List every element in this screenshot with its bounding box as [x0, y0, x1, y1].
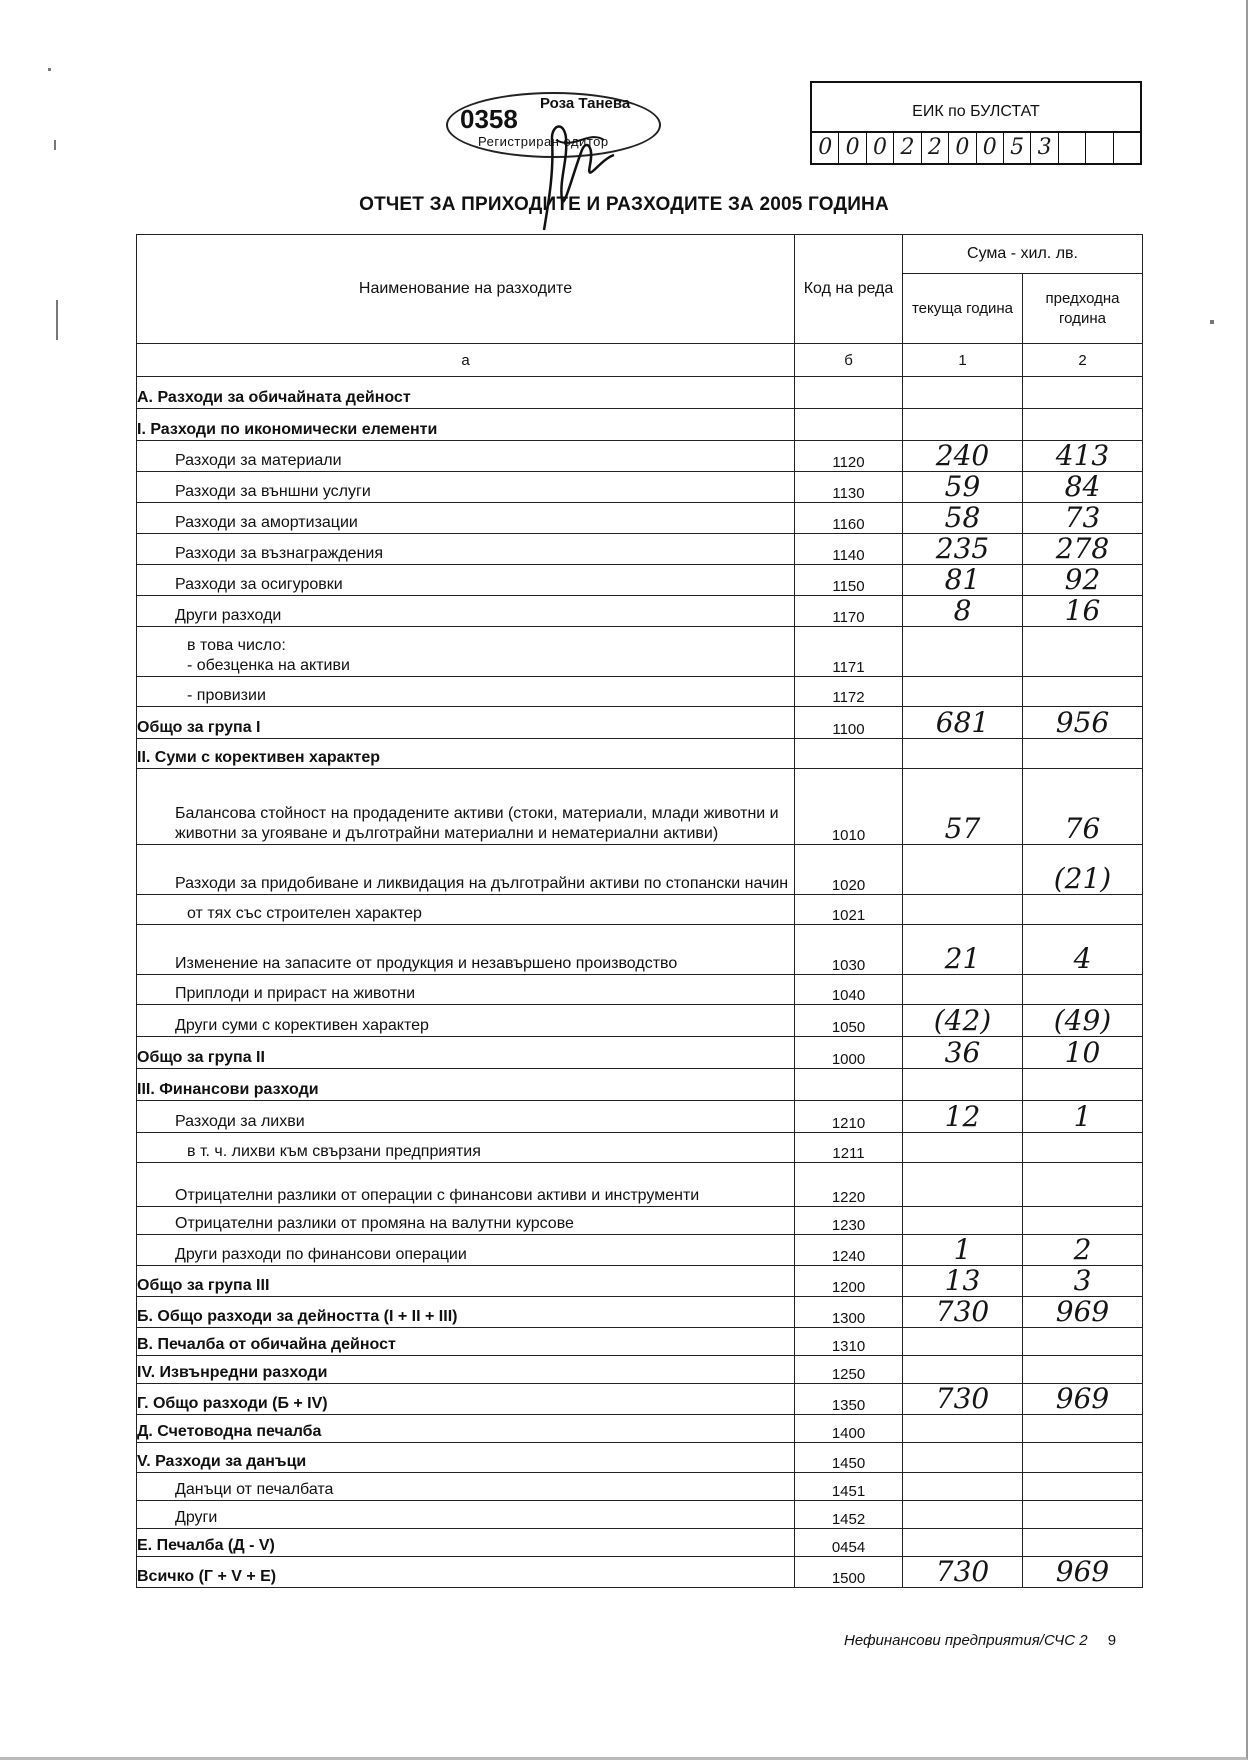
row-previous-value: 956 — [1023, 707, 1143, 739]
table-row — [137, 895, 1143, 925]
row-code: 1250 — [795, 1356, 903, 1384]
row-current-value — [903, 739, 1023, 769]
table-row — [137, 565, 1143, 596]
stamp-number: 0358 — [460, 104, 518, 134]
footer — [844, 1632, 1116, 1649]
row-code: 1040 — [795, 975, 903, 1005]
row-current-value: 58 — [903, 503, 1023, 534]
row-code: 1240 — [795, 1235, 903, 1266]
row-code: 1210 — [795, 1101, 903, 1133]
row-code: 1130 — [795, 472, 903, 503]
row-previous-value: 3 — [1023, 1266, 1143, 1297]
row-previous-value — [1023, 1069, 1143, 1101]
table-body — [137, 377, 1143, 1588]
header-name: Наименование на разходите — [137, 235, 795, 344]
eik-digit: 3 — [1031, 133, 1058, 163]
row-current-value: 21 — [903, 925, 1023, 975]
row-current-value — [903, 1133, 1023, 1163]
row-code: 1350 — [795, 1384, 903, 1415]
expenses-table — [136, 234, 1143, 1588]
row-name: Данъци от печалбата — [137, 1473, 795, 1501]
eik-digit: 2 — [922, 133, 949, 163]
row-previous-value — [1023, 1473, 1143, 1501]
row-name: Общо за група I — [137, 707, 795, 739]
eik-digit: 0 — [812, 133, 839, 163]
table-row — [137, 1069, 1143, 1101]
row-previous-value: 92 — [1023, 565, 1143, 596]
row-name: Б. Общо разходи за дейността (I + II + III) — [137, 1297, 795, 1328]
row-current-value: (42) — [903, 1005, 1023, 1037]
row-name: Други разходи по финансови операции — [137, 1235, 795, 1266]
row-code: 1211 — [795, 1133, 903, 1163]
row-code — [795, 409, 903, 441]
row-current-value: 240 — [903, 441, 1023, 472]
table-row — [137, 534, 1143, 565]
table-row — [137, 1356, 1143, 1384]
header-previous: предходна година — [1023, 274, 1143, 344]
row-current-value — [903, 377, 1023, 409]
row-code: 1450 — [795, 1443, 903, 1473]
table-row — [137, 707, 1143, 739]
row-code: 1452 — [795, 1501, 903, 1529]
row-previous-value: 73 — [1023, 503, 1143, 534]
row-current-value — [903, 1501, 1023, 1529]
table-row — [137, 1266, 1143, 1297]
row-current-value — [903, 1207, 1023, 1235]
row-previous-value — [1023, 1207, 1143, 1235]
row-current-value — [903, 1163, 1023, 1207]
row-code: 1451 — [795, 1473, 903, 1501]
row-previous-value: 16 — [1023, 596, 1143, 627]
header-code: Код на реда — [795, 235, 903, 344]
row-name: Общо за група III — [137, 1266, 795, 1297]
report-title: ОТЧЕТ ЗА ПРИХОДИТЕ И РАЗХОДИТЕ ЗА 2005 ГОДИНА — [359, 194, 889, 215]
page-number: 9 — [1107, 1632, 1117, 1649]
row-code: 1171 — [795, 627, 903, 677]
row-name: Други — [137, 1501, 795, 1529]
row-name: IV. Извънредни разходи — [137, 1356, 795, 1384]
row-code: 1021 — [795, 895, 903, 925]
row-current-value: 8 — [903, 596, 1023, 627]
row-previous-value: 969 — [1023, 1557, 1143, 1588]
row-previous-value — [1023, 377, 1143, 409]
table-row — [137, 1557, 1143, 1588]
row-code: 1000 — [795, 1037, 903, 1069]
row-name: Е. Печалба (Д - V) — [137, 1529, 795, 1557]
row-previous-value: 2 — [1023, 1235, 1143, 1266]
row-name: III. Финансови разходи — [137, 1069, 795, 1101]
row-previous-value: (49) — [1023, 1005, 1143, 1037]
row-code: 1500 — [795, 1557, 903, 1588]
row-current-value: 730 — [903, 1297, 1023, 1328]
row-current-value: 12 — [903, 1101, 1023, 1133]
row-code: 1050 — [795, 1005, 903, 1037]
row-previous-value: 969 — [1023, 1297, 1143, 1328]
table-row — [137, 1473, 1143, 1501]
row-code: 1120 — [795, 441, 903, 472]
table-row — [137, 1328, 1143, 1356]
row-current-value — [903, 627, 1023, 677]
row-current-value — [903, 1356, 1023, 1384]
row-previous-value — [1023, 1328, 1143, 1356]
row-name: Разходи за осигуровки — [137, 565, 795, 596]
row-previous-value — [1023, 409, 1143, 441]
table-row — [137, 596, 1143, 627]
eik-digit — [1086, 133, 1113, 163]
row-name: Разходи за лихви — [137, 1101, 795, 1133]
row-previous-value — [1023, 677, 1143, 707]
row-name: Балансова стойност на продадените активи (стоки, материали, млади животни и животни за угояване и дълготрайни материални и нематериални активи) — [137, 769, 795, 845]
table-row — [137, 769, 1143, 845]
row-name: Разходи за външни услуги — [137, 472, 795, 503]
table-row — [137, 1529, 1143, 1557]
table-row — [137, 1005, 1143, 1037]
row-current-value: 730 — [903, 1384, 1023, 1415]
row-name: Разходи за амортизации — [137, 503, 795, 534]
eik-digit: 0 — [949, 133, 976, 163]
row-current-value — [903, 1443, 1023, 1473]
row-name: V. Разходи за данъци — [137, 1443, 795, 1473]
row-name: Разходи за придобиване и ликвидация на дълготрайни активи по стопански начин — [137, 845, 795, 895]
row-code — [795, 377, 903, 409]
row-code: 1300 — [795, 1297, 903, 1328]
table-row — [137, 441, 1143, 472]
scan-speck — [56, 300, 58, 340]
table-row — [137, 1207, 1143, 1235]
row-previous-value: 10 — [1023, 1037, 1143, 1069]
row-previous-value — [1023, 975, 1143, 1005]
row-name: I. Разходи по икономически елементи — [137, 409, 795, 441]
stamp-name: Роза Танева — [540, 95, 631, 112]
row-previous-value: (21) — [1023, 845, 1143, 895]
eik-digit — [1114, 133, 1140, 163]
row-previous-value — [1023, 1133, 1143, 1163]
row-name: Всичко (Г + V + Е) — [137, 1557, 795, 1588]
row-code: 1170 — [795, 596, 903, 627]
table-row — [137, 1101, 1143, 1133]
row-current-value — [903, 409, 1023, 441]
row-code: 1172 — [795, 677, 903, 707]
row-current-value: 59 — [903, 472, 1023, 503]
row-current-value: 1 — [903, 1235, 1023, 1266]
row-previous-value — [1023, 1443, 1143, 1473]
eik-digit: 2 — [894, 133, 921, 163]
row-name: Изменение на запасите от продукция и незавършено производство — [137, 925, 795, 975]
table-row — [137, 627, 1143, 677]
row-previous-value: 969 — [1023, 1384, 1143, 1415]
table-row — [137, 1384, 1143, 1415]
row-current-value — [903, 1069, 1023, 1101]
row-name: в това число: - обезценка на активи — [137, 627, 795, 677]
row-previous-value — [1023, 627, 1143, 677]
row-current-value: 57 — [903, 769, 1023, 845]
table-row — [137, 472, 1143, 503]
row-code — [795, 1069, 903, 1101]
table-row — [137, 503, 1143, 534]
row-code: 1230 — [795, 1207, 903, 1235]
row-previous-value — [1023, 895, 1143, 925]
table-row — [137, 1133, 1143, 1163]
row-name: - провизии — [137, 677, 795, 707]
eik-digit: 0 — [977, 133, 1004, 163]
row-current-value — [903, 845, 1023, 895]
row-name: Г. Общо разходи (Б + IV) — [137, 1384, 795, 1415]
row-name: Д. Счетоводна печалба — [137, 1415, 795, 1443]
table-row — [137, 377, 1143, 409]
table-row — [137, 677, 1143, 707]
row-name: Отрицателни разлики от промяна на валутни курсове — [137, 1207, 795, 1235]
footer-text: Нефинансови предприятия/СЧС 2 — [844, 1632, 1088, 1649]
row-code: 1400 — [795, 1415, 903, 1443]
row-name: от тях със строителен характер — [137, 895, 795, 925]
row-previous-value — [1023, 1163, 1143, 1207]
row-previous-value: 84 — [1023, 472, 1143, 503]
row-code: 1220 — [795, 1163, 903, 1207]
row-current-value: 81 — [903, 565, 1023, 596]
row-code: 1030 — [795, 925, 903, 975]
row-current-value: 681 — [903, 707, 1023, 739]
table-row — [137, 1037, 1143, 1069]
row-code: 1200 — [795, 1266, 903, 1297]
eik-digit — [1059, 133, 1086, 163]
letter-1: 1 — [903, 344, 1023, 377]
row-current-value: 235 — [903, 534, 1023, 565]
header-sum: Сума - хил. лв. — [903, 235, 1143, 274]
row-code — [795, 739, 903, 769]
row-current-value: 13 — [903, 1266, 1023, 1297]
eik-digit: 5 — [1004, 133, 1031, 163]
table-row — [137, 1415, 1143, 1443]
table-row — [137, 1235, 1143, 1266]
letter-2: 2 — [1023, 344, 1143, 377]
scan-speck — [1210, 320, 1214, 324]
stamp-role: Регистриран одитор — [478, 134, 609, 149]
row-name: Приплоди и прираст на животни — [137, 975, 795, 1005]
table-row — [137, 739, 1143, 769]
row-previous-value: 278 — [1023, 534, 1143, 565]
row-previous-value — [1023, 1415, 1143, 1443]
table-row — [137, 975, 1143, 1005]
eik-digits — [812, 131, 1140, 163]
row-previous-value: 76 — [1023, 769, 1143, 845]
row-name: Отрицателни разлики от операции с финансови активи и инструменти — [137, 1163, 795, 1207]
table-row — [137, 1443, 1143, 1473]
table-row — [137, 845, 1143, 895]
row-previous-value — [1023, 1356, 1143, 1384]
row-code: 1140 — [795, 534, 903, 565]
letter-a: а — [137, 344, 795, 377]
row-name: Други разходи — [137, 596, 795, 627]
row-name: в т. ч. лихви към свързани предприятия — [137, 1133, 795, 1163]
row-name: II. Суми с корективен характер — [137, 739, 795, 769]
row-previous-value — [1023, 739, 1143, 769]
row-previous-value: 413 — [1023, 441, 1143, 472]
row-name: Разходи за възнаграждения — [137, 534, 795, 565]
row-code: 1010 — [795, 769, 903, 845]
row-code: 1150 — [795, 565, 903, 596]
table-row — [137, 1501, 1143, 1529]
row-previous-value: 4 — [1023, 925, 1143, 975]
row-name: Други суми с корективен характер — [137, 1005, 795, 1037]
row-current-value — [903, 1529, 1023, 1557]
eik-box — [810, 81, 1142, 165]
row-current-value — [903, 1415, 1023, 1443]
row-code: 0454 — [795, 1529, 903, 1557]
row-current-value: 730 — [903, 1557, 1023, 1588]
row-previous-value: 1 — [1023, 1101, 1143, 1133]
row-code: 1310 — [795, 1328, 903, 1356]
table-row — [137, 1297, 1143, 1328]
row-current-value: 36 — [903, 1037, 1023, 1069]
row-name: Разходи за материали — [137, 441, 795, 472]
signature-icon — [504, 110, 624, 240]
eik-label: ЕИК по БУЛСТАТ — [912, 103, 1040, 120]
row-name: А. Разходи за обичайната дейност — [137, 377, 795, 409]
eik-digit: 0 — [867, 133, 894, 163]
row-current-value — [903, 1328, 1023, 1356]
row-current-value — [903, 895, 1023, 925]
row-code: 1020 — [795, 845, 903, 895]
row-current-value — [903, 1473, 1023, 1501]
letter-b: б — [795, 344, 903, 377]
table-row — [137, 925, 1143, 975]
table-row — [137, 409, 1143, 441]
scan-speck — [48, 68, 51, 71]
scan-speck — [54, 140, 56, 150]
row-current-value — [903, 975, 1023, 1005]
row-code: 1160 — [795, 503, 903, 534]
row-name: Общо за група II — [137, 1037, 795, 1069]
row-previous-value — [1023, 1529, 1143, 1557]
row-name: В. Печалба от обичайна дейност — [137, 1328, 795, 1356]
header-current: текуща година — [903, 274, 1023, 344]
row-previous-value — [1023, 1501, 1143, 1529]
table-row — [137, 1163, 1143, 1207]
row-current-value — [903, 677, 1023, 707]
eik-digit: 0 — [839, 133, 866, 163]
row-code: 1100 — [795, 707, 903, 739]
